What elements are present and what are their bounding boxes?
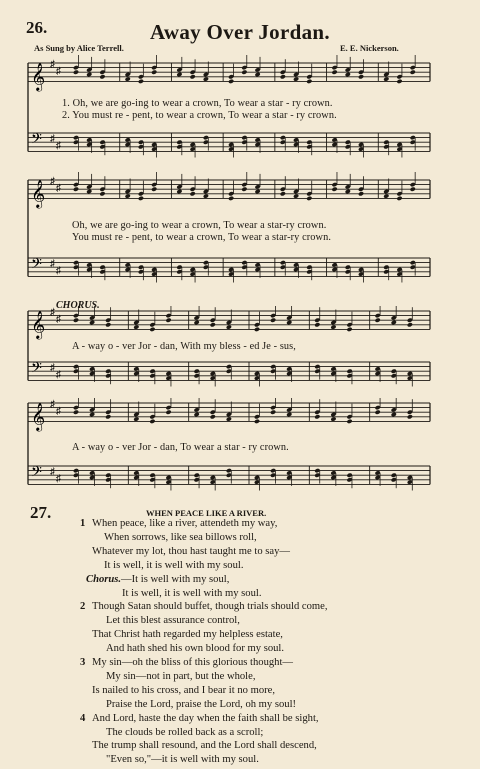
lyric-line-verse-1: 1. Oh, we are go-ing to wear a crown, To wear a star - ry crown. bbox=[62, 98, 333, 109]
note-head bbox=[138, 196, 144, 201]
verse-text: Whatever my lot, thou hast taught me to say— bbox=[92, 545, 291, 557]
note-head bbox=[210, 322, 216, 327]
lyric-line-verse-2: You must re - pent, to wear a crown, To wear a star-ry crown. bbox=[72, 232, 331, 243]
verse-number: 4 bbox=[80, 712, 86, 724]
note-head bbox=[73, 410, 79, 415]
sharp-icon: ♯ bbox=[50, 176, 55, 187]
note-head bbox=[228, 196, 234, 201]
lyric-line-chorus-1: A - way o - ver Jor - dan, With my bless - ed Je - sus, bbox=[72, 341, 296, 352]
note-head bbox=[358, 191, 364, 196]
sharp-icon: ♯ bbox=[56, 265, 61, 277]
note-head bbox=[407, 414, 413, 419]
verse-number: 2 bbox=[80, 601, 86, 613]
chorus-label: CHORUS. bbox=[56, 300, 100, 311]
note-head bbox=[73, 187, 79, 192]
note-head bbox=[375, 410, 381, 415]
verse-text: It is well, it is well with my soul. bbox=[122, 587, 262, 599]
verse-text: Praise the Lord, praise the Lord, oh my soul! bbox=[106, 698, 297, 710]
note-head bbox=[190, 191, 196, 196]
note-head bbox=[270, 318, 276, 323]
note-head bbox=[314, 322, 320, 327]
verse-line bbox=[122, 588, 261, 599]
note-head bbox=[149, 327, 155, 332]
note-head bbox=[331, 187, 337, 192]
note-head bbox=[151, 187, 157, 192]
note-head bbox=[410, 70, 416, 75]
verse-text: Let this blest assurance control, bbox=[106, 615, 240, 627]
note-head bbox=[105, 414, 111, 419]
verse-text: When peace, like a river, attendeth my way, bbox=[92, 518, 278, 529]
note-head bbox=[241, 187, 247, 192]
verse-line bbox=[80, 713, 319, 724]
treble-clef-icon: 𝄞 bbox=[31, 310, 46, 339]
sharp-icon: ♯ bbox=[56, 369, 61, 381]
sharp-icon: ♯ bbox=[50, 133, 55, 145]
verse-line bbox=[80, 518, 277, 529]
note-head bbox=[410, 187, 416, 192]
note-head bbox=[99, 74, 105, 79]
note-head bbox=[375, 318, 381, 323]
verse-text: "Even so,"—it is well with my soul. bbox=[106, 754, 259, 766]
verse-line bbox=[106, 671, 255, 682]
note-head bbox=[228, 79, 234, 84]
lyric-line-chorus-2: A - way o - ver Jor - dan, To wear a star - ry crown. bbox=[72, 442, 289, 453]
sharp-icon: ♯ bbox=[50, 59, 55, 70]
treble-clef-icon: 𝄞 bbox=[31, 402, 46, 431]
verse-text: My sin—not in part, but the whole, bbox=[106, 670, 256, 682]
note-head bbox=[306, 196, 312, 201]
sharp-icon: ♯ bbox=[50, 307, 55, 318]
note-head bbox=[331, 70, 337, 75]
chorus-tag: Chorus. bbox=[86, 573, 122, 585]
note-head bbox=[165, 410, 171, 415]
note-head bbox=[149, 419, 155, 424]
note-head bbox=[99, 191, 105, 196]
sharp-icon: ♯ bbox=[50, 258, 55, 270]
verse-line bbox=[106, 615, 240, 626]
hymn-title: Away Over Jordan. bbox=[150, 20, 330, 44]
verse-text: And hath shed his own blood for my soul. bbox=[106, 643, 285, 655]
note-head bbox=[254, 419, 260, 424]
verse-text: My sin—oh the bliss of this glorious thought— bbox=[92, 657, 293, 668]
composer-credit: E. E. Nickerson. bbox=[340, 43, 399, 53]
note-head bbox=[306, 79, 312, 84]
treble-clef-icon: 𝄞 bbox=[31, 179, 46, 208]
note-head bbox=[73, 318, 79, 323]
bass-clef-icon: 𝄢 bbox=[31, 256, 42, 277]
note-head bbox=[151, 70, 157, 75]
verse-line bbox=[92, 629, 283, 640]
sharp-icon: ♯ bbox=[56, 65, 61, 77]
note-head bbox=[346, 419, 352, 424]
verse-line bbox=[80, 601, 328, 612]
verse-line bbox=[106, 699, 296, 710]
note-head bbox=[105, 322, 111, 327]
verse-text: It is well, it is well with my soul. bbox=[104, 559, 244, 571]
verse-line bbox=[106, 754, 259, 765]
treble-clef-icon: 𝄞 bbox=[31, 62, 46, 91]
sharp-icon: ♯ bbox=[50, 466, 55, 478]
note-head bbox=[346, 327, 352, 332]
sharp-icon: ♯ bbox=[56, 140, 61, 152]
verse-text: And Lord, haste the day when the faith shall be sight, bbox=[92, 712, 319, 724]
lyric-line-verse-2: 2. You must re - pent, to wear a crown, To wear a star - ry crown. bbox=[62, 110, 337, 121]
bass-clef-icon: 𝄢 bbox=[31, 360, 42, 381]
note-head bbox=[280, 191, 286, 196]
verse-line bbox=[92, 740, 317, 751]
verse-line bbox=[104, 560, 243, 571]
note-head bbox=[396, 79, 402, 84]
verse-line bbox=[92, 685, 275, 696]
note-head bbox=[280, 74, 286, 79]
verse-line bbox=[106, 727, 263, 738]
hymn-number: 26. bbox=[26, 18, 48, 37]
bass-clef-icon: 𝄢 bbox=[31, 131, 42, 152]
sharp-icon: ♯ bbox=[50, 362, 55, 374]
sharp-icon: ♯ bbox=[56, 182, 61, 194]
sharp-icon: ♯ bbox=[56, 473, 61, 485]
note-head bbox=[407, 322, 413, 327]
note-head bbox=[254, 327, 260, 332]
verse-line bbox=[80, 657, 293, 668]
performer-credit: As Sung by Alice Terrell. bbox=[34, 43, 124, 53]
note-head bbox=[396, 196, 402, 201]
note-head bbox=[314, 414, 320, 419]
verse-text: The clouds be rolled back as a scroll; bbox=[106, 726, 264, 738]
verse-line bbox=[86, 574, 229, 585]
note-head bbox=[210, 414, 216, 419]
lyric-line-verse-1: Oh, we are go-ing to wear a crown, To wear a star-ry crown. bbox=[72, 220, 327, 231]
verse-text: When sorrows, like sea billows roll, bbox=[104, 531, 257, 543]
note-head bbox=[138, 79, 144, 84]
hymn-title: WHEN PEACE LIKE A RIVER. bbox=[146, 508, 267, 518]
note-head bbox=[270, 410, 276, 415]
verse-text: —It is well with my soul, bbox=[121, 573, 230, 585]
note-head bbox=[73, 70, 79, 75]
verse-line bbox=[104, 532, 257, 543]
sharp-icon: ♯ bbox=[56, 313, 61, 325]
hymn-number: 27. bbox=[30, 503, 52, 522]
verse-line bbox=[92, 546, 290, 557]
note-head bbox=[165, 318, 171, 323]
verse-text: Though Satan should buffet, though trials should come, bbox=[92, 601, 328, 613]
verse-number: 3 bbox=[80, 657, 86, 668]
verse-number: 1 bbox=[80, 518, 86, 529]
note-head bbox=[241, 70, 247, 75]
verse-text: Is nailed to his cross, and I bear it no more, bbox=[92, 684, 275, 696]
bass-clef-icon: 𝄢 bbox=[31, 464, 42, 485]
note-head bbox=[190, 74, 196, 79]
sharp-icon: ♯ bbox=[50, 399, 55, 410]
verse-text: The trump shall resound, and the Lord shall descend, bbox=[92, 740, 317, 752]
sharp-icon: ♯ bbox=[56, 405, 61, 417]
verse-text: That Christ hath regarded my helpless estate, bbox=[92, 629, 283, 641]
verse-line bbox=[106, 643, 284, 654]
note-head bbox=[358, 74, 364, 79]
